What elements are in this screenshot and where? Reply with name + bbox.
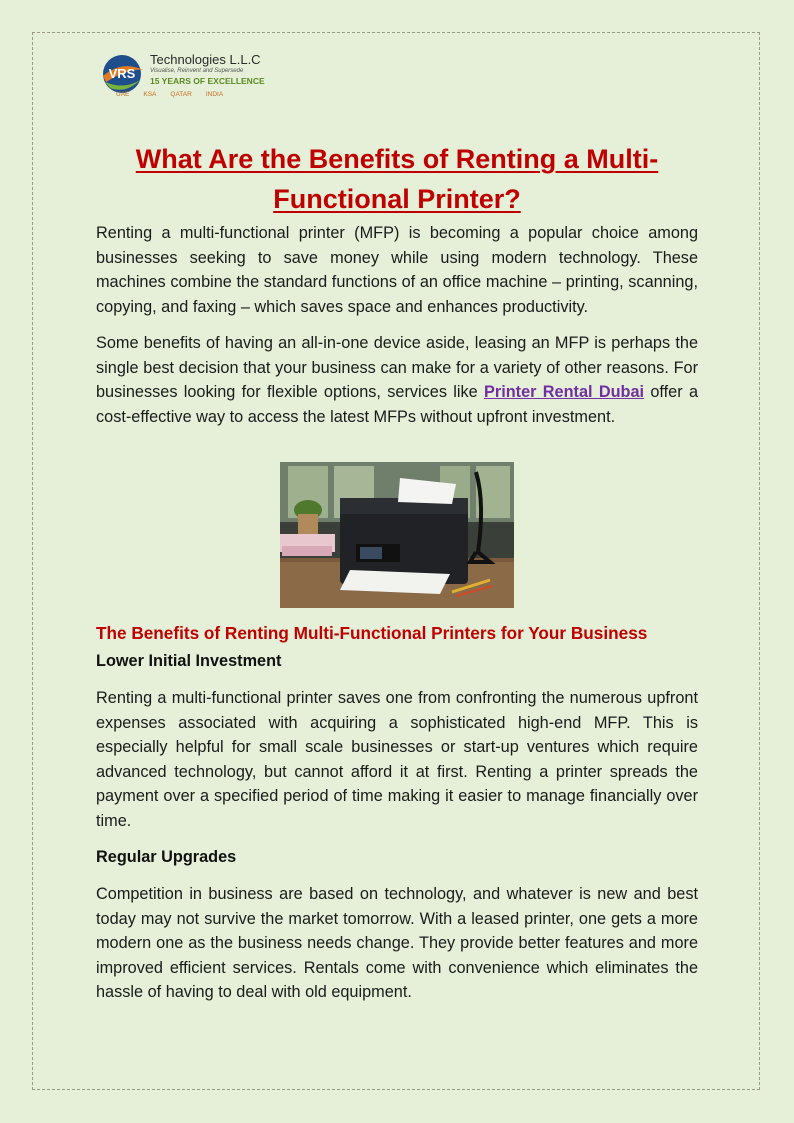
country-item: INDIA <box>205 91 224 98</box>
intro-2-text-before: Some benefits of having an all-in-one device aside, leasing an MFP is perhaps the single best decision that your business can make for a variety of other reasons. For businesses looking for flexible options, services like <box>96 334 698 401</box>
intro-paragraph-2 <box>96 331 698 429</box>
logo-mark-text: VRS <box>108 66 136 81</box>
subsection-body-regular-upgrades: Competition in business are based on technology, and whatever is new and best today may not survive the market tomorrow. With a leased printer, one gets a more modern one as the business needs change. They provide better features and more improved efficient services. Rentals come with convenience which eliminates the hassle of having to deal with old equipment. <box>96 885 698 1001</box>
country-list <box>116 91 237 98</box>
intro-2-text-after: offer a cost-effective way to access the latest MFPs without upfront investment. <box>96 383 698 426</box>
company-tagline: Visualise, Reinvent and Supersede <box>150 68 244 74</box>
company-name: Technologies L.L.C <box>150 52 261 67</box>
printer-photo <box>280 462 514 608</box>
company-logo <box>98 48 288 104</box>
intro-paragraph-1: Renting a multi-functional printer (MFP) is becoming a popular choice among businesses seeking to save money while using modern technology. These machines combine the standard functions of an office machine – printing, scanning, copying, and faxing – which saves space and enhances productivity. <box>96 224 698 316</box>
country-item: QATAR <box>170 91 192 98</box>
country-item: UAE <box>116 91 130 98</box>
subsection-body-lower-investment: Renting a multi-functional printer saves one from confronting the numerous upfront expenses associated with acquiring a sophisticated high-end MFP. This is especially helpful for small scale businesses or start-up ventures which require advanced technology, but cannot afford it at first. Renting a printer spreads the payment over a specified period of time making it easier to manage financially over time. <box>96 689 698 830</box>
country-item: KSA <box>143 91 157 98</box>
article-title: What Are the Benefits of Renting a Multi-Functional Printer? <box>135 144 659 214</box>
printer-rental-dubai-link[interactable]: Printer Rental Dubai <box>484 383 645 401</box>
printer-illustration <box>280 462 514 608</box>
section-heading: The Benefits of Renting Multi-Functional Printers for Your Business <box>96 623 648 643</box>
years-badge: 15 YEARS OF EXCELLENCE <box>150 76 265 86</box>
subsection-heading-regular-upgrades: Regular Upgrades <box>96 848 237 866</box>
subsection-heading-lower-investment: Lower Initial Investment <box>96 652 282 670</box>
